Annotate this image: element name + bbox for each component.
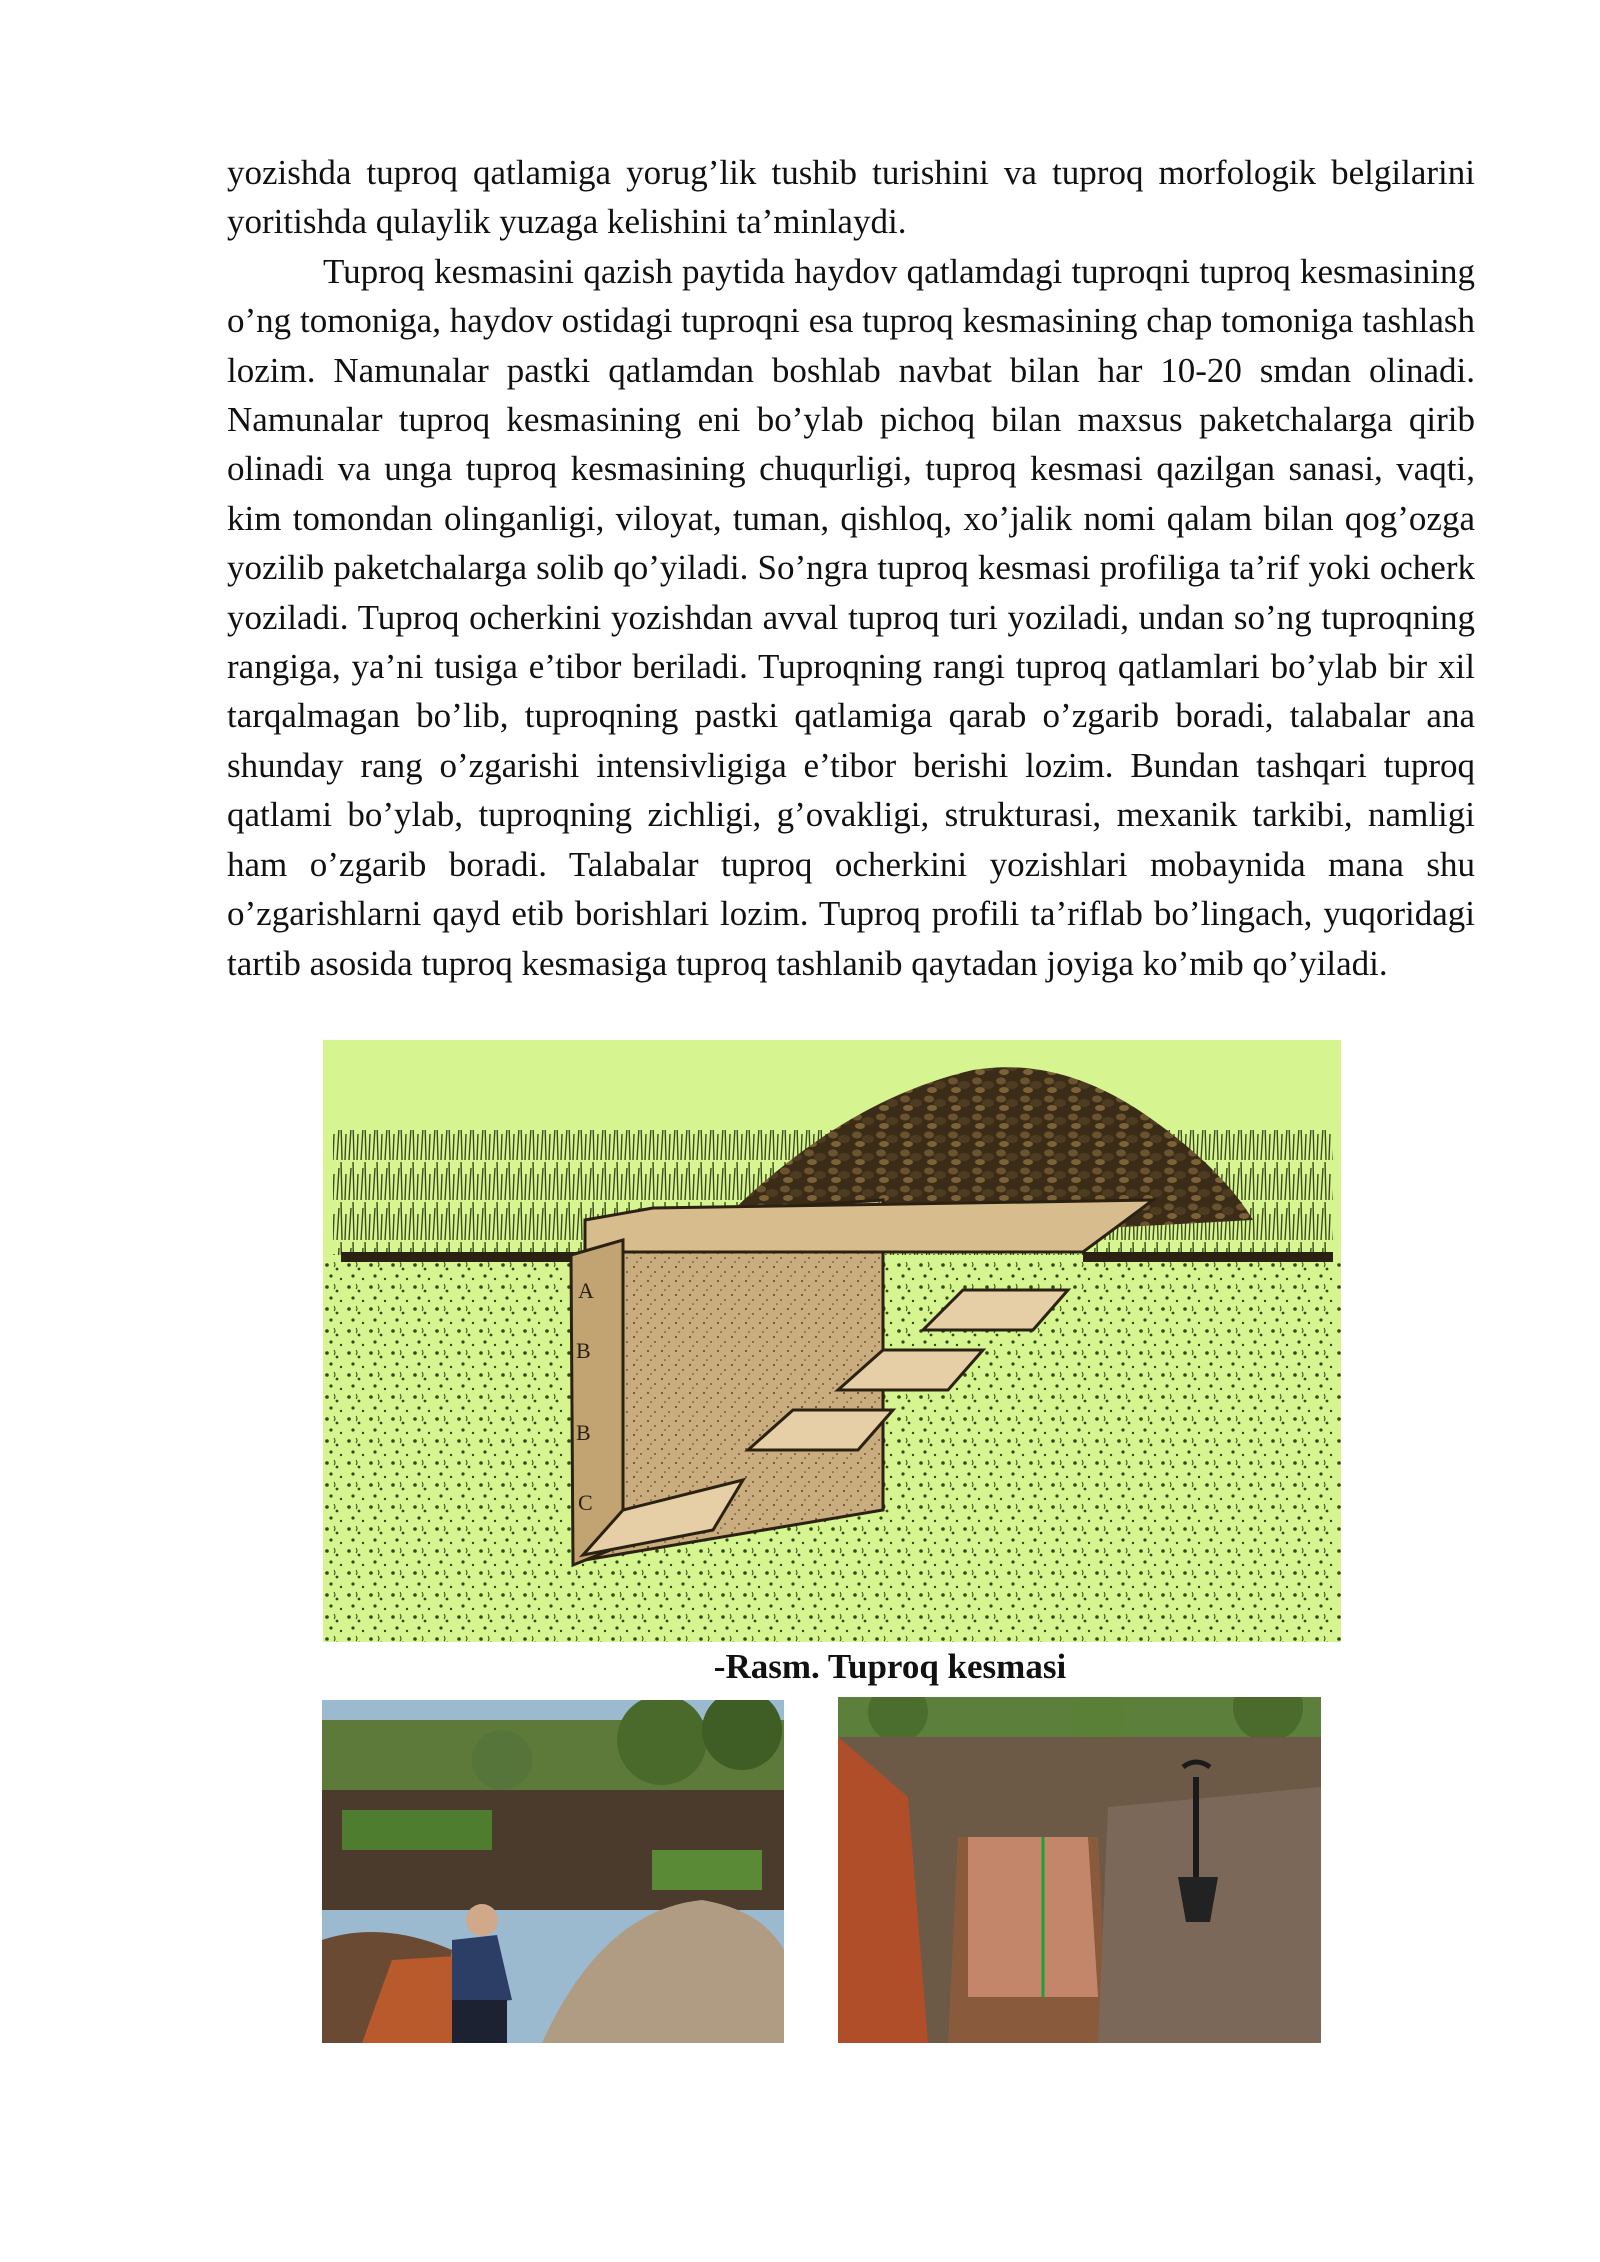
body-text	[227, 148, 1475, 988]
soil-pit-illustration	[323, 1040, 1341, 1642]
paragraph-2: Tuproq kesmasini qazish paytida haydov qatlamdagi tuproqni tuproq kesmasining o’ng tomoniga, haydov ostidagi tuproqni esa tuproq kesmasining chap tomoniga tashlash lozim. Namunalar pastki qatlamdan boshlab navbat bilan har 10-20 smdan olinadi. Namunalar tuproq kesmasining eni bo’ylab pichoq bilan maxsus paketchalarga qirib olinadi va unga tuproq kesmasining chuqurligi, tuproq kesmasi qazilgan sanasi, vaqti, kim tomondan olinganligi, viloyat, tuman, qishloq, xo’jalik nomi qalam bilan qog’ozga yozilib paketchalarga solib qo’yiladi. So’ngra tuproq kesmasi profiliga ta’rif yoki ocherk yoziladi. Tuproq ocherkini yozishdan avval tuproq turi yoziladi, undan so’ng tuproqning rangiga, ya’ni tusiga e’tibor beriladi. Tuproqning rangi tuproq qatlamlari bo’ylab bir xil tarqalmagan bo’lib, tuproqning pastki qatlamiga qarab o’zgarib boradi, talabalar ana shunday rang o’zgarishi intensivligiga e’tibor berishi lozim. Bundan tashqari tuproq qatlami bo’ylab, tuproqning zichligi, g’ovakligi, strukturasi, mexanik tarkibi, namligi ham o’zgarib boradi. Talabalar tuproq ocherkini yozishlari mobaynida mana shu o’zgarishlarni qayd etib borishlari lozim. Tuproq profili ta’riflab bo’lingach, yuqoridagi tartib asosida tuproq kesmasiga tuproq tashlanib qaytadan joyiga ko’mib qo’yiladi.	[227, 251, 1475, 983]
photo-soil-pit	[838, 1697, 1321, 2043]
pit-rim	[585, 1200, 1153, 1252]
figure-caption: -Rasm. Tuproq kesmasi	[713, 1647, 1067, 1686]
photo-digging	[322, 1700, 784, 2043]
topsoil-left	[341, 1252, 581, 1262]
horizon-label-b2: B	[576, 1420, 591, 1445]
horizon-label-a: A	[578, 1278, 594, 1303]
paragraph-1: yozishda tuproq qatlamiga yorug’lik tushib turishini va tuproq morfologik belgilarini yoritishda qulaylik yuzaga kelishini ta’minlaydi.	[227, 153, 1475, 242]
horizon-label-c: C	[578, 1490, 593, 1515]
pit-back-wall	[585, 1200, 883, 1560]
horizon-label-b1: B	[576, 1338, 591, 1363]
